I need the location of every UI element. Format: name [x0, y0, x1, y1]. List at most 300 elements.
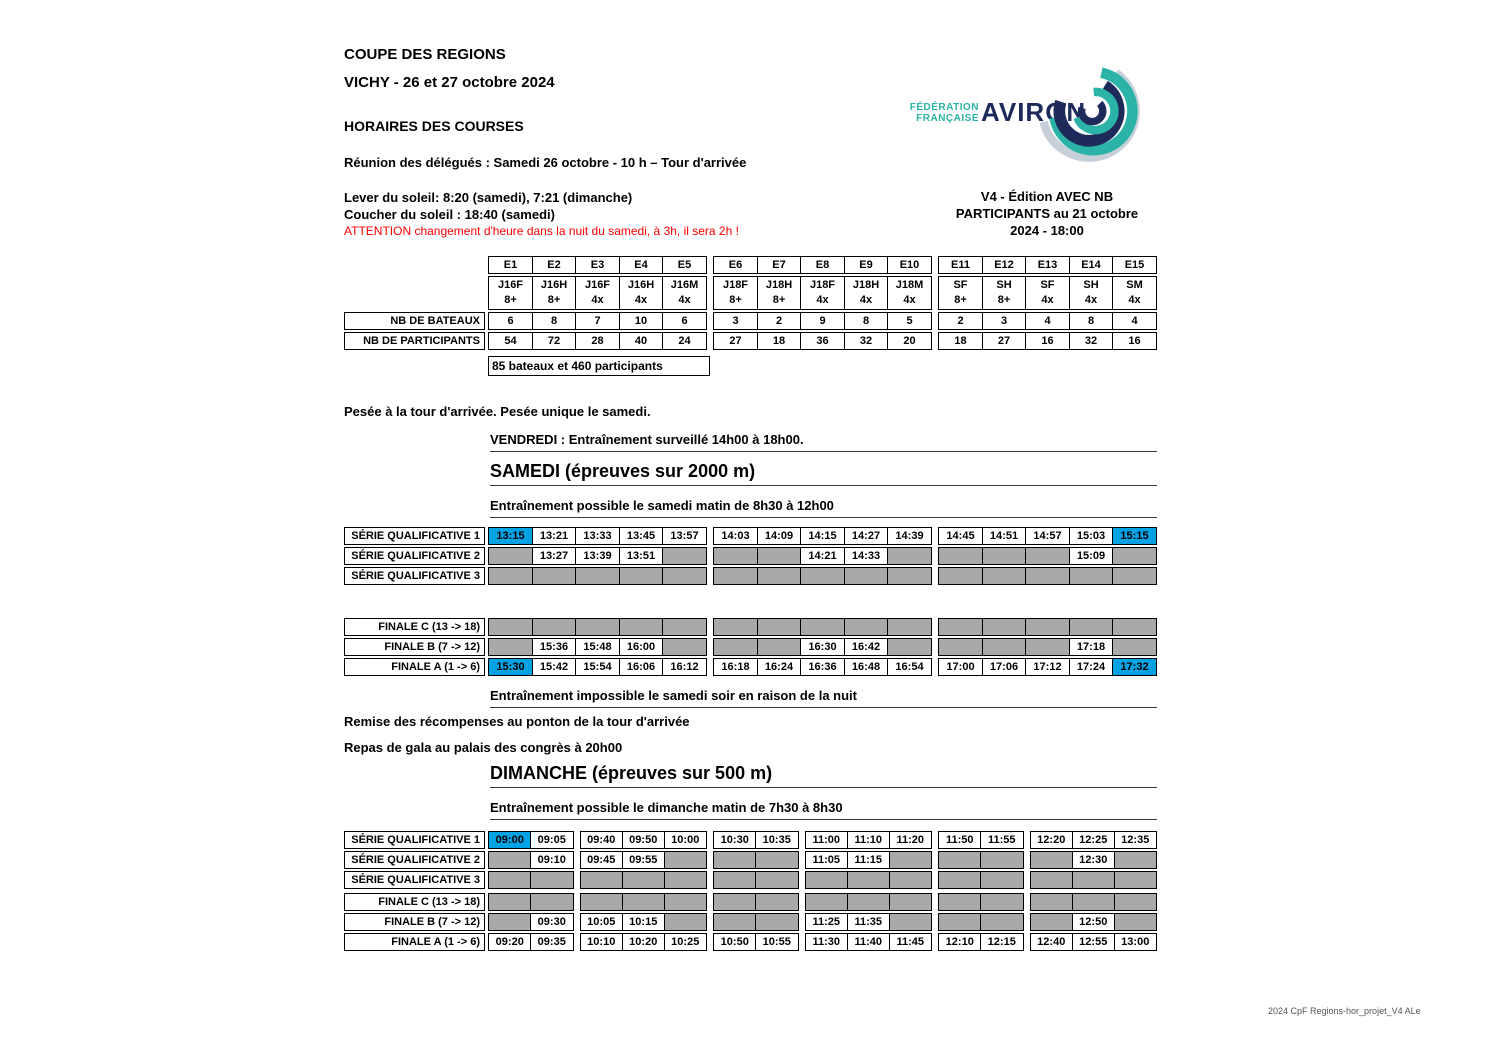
table-row — [344, 567, 1157, 585]
time-cell: 12:20 — [1030, 831, 1074, 849]
event-group — [938, 312, 1157, 330]
time-cell: 13:39 — [575, 547, 620, 565]
category-line: J18H — [852, 279, 880, 291]
empty-cell — [1030, 893, 1074, 911]
empty-cell — [980, 893, 1024, 911]
empty-cell — [889, 913, 933, 931]
empty-cell — [488, 638, 533, 656]
time-cell: 3 — [982, 312, 1027, 330]
time-cell: 10:05 — [580, 913, 624, 931]
time-cell: 13:57 — [662, 527, 707, 545]
time-cell: 32 — [844, 332, 889, 350]
empty-cell — [662, 638, 707, 656]
empty-cell — [575, 567, 620, 585]
time-cell: 8 — [532, 312, 577, 330]
label-spacer — [344, 276, 485, 310]
event-group — [938, 276, 1157, 310]
empty-cell — [938, 638, 983, 656]
category-line: 8+ — [997, 294, 1011, 306]
empty-cell — [982, 567, 1027, 585]
empty-cell — [1114, 871, 1158, 889]
category-line: 8+ — [729, 294, 742, 306]
empty-cell — [662, 547, 707, 565]
category-line: 4x — [634, 294, 648, 306]
category-cell — [575, 276, 620, 310]
event-group — [938, 658, 1157, 676]
table-row — [344, 893, 1157, 911]
event-group — [488, 312, 707, 330]
version-line1: V4 - Édition AVEC NB — [980, 189, 1114, 204]
saturday-finals-table — [344, 618, 1157, 678]
federation-line2: FRANÇAISE — [916, 113, 979, 124]
category-cell — [1025, 276, 1070, 310]
time-cell: 16:00 — [619, 638, 664, 656]
event-group — [938, 871, 1024, 889]
table-row — [344, 913, 1157, 931]
time-cell: 15:36 — [532, 638, 577, 656]
empty-cell — [713, 638, 758, 656]
event-group — [488, 658, 707, 676]
time-cell: 2 — [938, 312, 983, 330]
empty-cell — [664, 851, 708, 869]
empty-cell — [713, 567, 758, 585]
time-cell: 10:35 — [755, 831, 799, 849]
table-row — [344, 638, 1157, 656]
time-cell: 6 — [662, 312, 707, 330]
time-change-warning: ATTENTION changement d'heure dans la nuit du samedi, à 3h, il sera 2h ! — [344, 224, 739, 238]
time-cell: 16 — [1025, 332, 1070, 350]
time-cell: 16:18 — [713, 658, 758, 676]
event-group — [938, 831, 1024, 849]
empty-cell — [1025, 618, 1070, 636]
time-cell: 09:30 — [530, 913, 574, 931]
friday-heading: VENDREDI : Entraînement surveillé 14h00 à 18h00. — [490, 432, 1157, 452]
time-cell: 09:20 — [488, 933, 532, 951]
empty-cell — [488, 893, 532, 911]
time-cell: 11:30 — [805, 933, 849, 951]
empty-cell — [889, 851, 933, 869]
time-cell: 28 — [575, 332, 620, 350]
table-row — [344, 851, 1157, 869]
event-group — [805, 933, 933, 951]
time-cell: 4 — [1025, 312, 1070, 330]
empty-cell — [1069, 618, 1114, 636]
empty-cell — [1030, 913, 1074, 931]
time-cell: E6 — [713, 256, 758, 274]
category-line: J16F — [497, 279, 524, 291]
category-cell — [619, 276, 664, 310]
time-cell: E4 — [619, 256, 664, 274]
event-group — [938, 893, 1024, 911]
empty-cell — [619, 618, 664, 636]
time-cell: 16:12 — [662, 658, 707, 676]
category-line: J18F — [809, 279, 836, 291]
category-line: 8+ — [547, 294, 561, 306]
event-group — [938, 256, 1157, 274]
event-group — [938, 567, 1157, 585]
empty-cell — [805, 871, 849, 889]
time-cell: 17:12 — [1025, 658, 1070, 676]
row-label: FINALE C (13 -> 18) — [344, 618, 485, 636]
time-cell: 20 — [887, 332, 932, 350]
category-line: J18H — [765, 279, 793, 291]
time-cell: 14:09 — [757, 527, 802, 545]
event-group — [713, 332, 932, 350]
empty-cell — [982, 638, 1027, 656]
time-cell: 17:00 — [938, 658, 983, 676]
gala-note: Repas de gala au palais des congrès à 20h00 — [344, 740, 623, 755]
row-label: NB DE PARTICIPANTS — [344, 332, 485, 350]
category-cell — [662, 276, 707, 310]
version-line2: PARTICIPANTS au 21 octobre — [955, 206, 1139, 221]
events-table — [344, 256, 1157, 376]
label-spacer — [344, 256, 485, 274]
time-cell: 12:15 — [980, 933, 1024, 951]
empty-cell — [1114, 913, 1158, 931]
time-cell: 36 — [800, 332, 845, 350]
saturday-qualifying-table — [344, 527, 1157, 587]
event-group — [805, 831, 933, 849]
empty-cell — [938, 547, 983, 565]
empty-cell — [664, 913, 708, 931]
delegates-meeting-note: Réunion des délégués : Samedi 26 octobre - 10 h – Tour d'arrivée — [344, 155, 747, 170]
event-group — [488, 332, 707, 350]
empty-cell — [757, 638, 802, 656]
event-group — [938, 547, 1157, 565]
event-group — [580, 893, 708, 911]
empty-cell — [664, 893, 708, 911]
row-label: FINALE B (7 -> 12) — [344, 638, 485, 656]
time-cell: E5 — [662, 256, 707, 274]
category-cell — [1112, 276, 1157, 310]
category-cell — [982, 276, 1027, 310]
empty-cell — [1072, 893, 1116, 911]
event-group — [938, 618, 1157, 636]
category-cell — [488, 276, 533, 310]
event-group — [713, 871, 799, 889]
empty-cell — [755, 913, 799, 931]
time-cell: 4 — [1112, 312, 1157, 330]
time-cell: 8 — [1069, 312, 1114, 330]
empty-cell — [1114, 851, 1158, 869]
empty-cell — [488, 913, 532, 931]
event-group — [713, 933, 799, 951]
time-cell: 09:35 — [530, 933, 574, 951]
time-cell: 13:33 — [575, 527, 620, 545]
empty-cell — [887, 638, 932, 656]
time-cell: 10:25 — [664, 933, 708, 951]
event-group — [938, 638, 1157, 656]
time-cell: 6 — [488, 312, 533, 330]
event-group — [488, 547, 707, 565]
event-group — [488, 256, 707, 274]
time-cell: 09:55 — [622, 851, 666, 869]
event-group — [713, 312, 932, 330]
empty-cell — [488, 618, 533, 636]
category-line: 4x — [859, 294, 873, 306]
category-line: J18M — [895, 279, 924, 291]
empty-cell — [530, 871, 574, 889]
category-line: SF — [1040, 279, 1055, 291]
event-group — [713, 851, 799, 869]
aviron-wordmark: AVIRON — [981, 97, 1087, 127]
empty-cell — [619, 567, 664, 585]
empty-cell — [488, 871, 532, 889]
time-cell: 14:39 — [887, 527, 932, 545]
time-cell: 16:24 — [757, 658, 802, 676]
sunrise-note: Lever du soleil: 8:20 (samedi), 7:21 (dimanche) — [344, 190, 633, 205]
section-heading: HORAIRES DES COURSES — [344, 118, 524, 134]
event-group — [805, 871, 933, 889]
category-cell — [713, 276, 758, 310]
category-cell — [757, 276, 802, 310]
empty-cell — [800, 567, 845, 585]
event-group — [713, 547, 932, 565]
time-cell: 16:42 — [844, 638, 889, 656]
time-cell: E3 — [575, 256, 620, 274]
version-note — [928, 188, 1166, 239]
federation-line1: FÉDÉRATION — [909, 102, 979, 113]
category-line: J16M — [670, 279, 699, 291]
event-group — [805, 913, 933, 931]
table-row — [344, 276, 1157, 310]
time-cell: 12:10 — [938, 933, 982, 951]
time-cell: E9 — [844, 256, 889, 274]
event-group — [488, 638, 707, 656]
category-line: 8+ — [504, 294, 517, 306]
time-cell: 18 — [938, 332, 983, 350]
footer-filename: 2024 CpF Regions-hor_projet_V4 ALe — [1268, 1006, 1421, 1016]
time-cell: 17:24 — [1069, 658, 1114, 676]
sunday-finals-table — [344, 893, 1157, 953]
time-cell: 09:45 — [580, 851, 624, 869]
event-group — [713, 658, 932, 676]
time-cell: 10:50 — [713, 933, 757, 951]
time-cell: E1 — [488, 256, 533, 274]
empty-cell — [1112, 547, 1157, 565]
category-line: SM — [1126, 279, 1143, 291]
table-row — [344, 527, 1157, 545]
empty-cell — [713, 893, 757, 911]
table-row — [344, 831, 1157, 849]
time-cell: 5 — [887, 312, 932, 330]
empty-cell — [887, 567, 932, 585]
empty-cell — [532, 567, 577, 585]
row-label: SÉRIE QUALIFICATIVE 1 — [344, 527, 485, 545]
time-cell: 16:54 — [887, 658, 932, 676]
empty-cell — [713, 547, 758, 565]
empty-cell — [938, 567, 983, 585]
empty-cell — [580, 893, 624, 911]
row-label: SÉRIE QUALIFICATIVE 3 — [344, 871, 485, 889]
event-group — [488, 567, 707, 585]
highlighted-time-cell: 09:00 — [488, 831, 532, 849]
event-group — [713, 638, 932, 656]
empty-cell — [488, 547, 533, 565]
time-cell: 18 — [757, 332, 802, 350]
event-group — [713, 618, 932, 636]
empty-cell — [755, 893, 799, 911]
time-cell: 2 — [757, 312, 802, 330]
event-group — [938, 913, 1024, 931]
empty-cell — [1072, 871, 1116, 889]
category-line: SF — [953, 279, 968, 291]
category-line: 4x — [816, 294, 829, 306]
empty-cell — [938, 851, 982, 869]
time-cell: 09:05 — [530, 831, 574, 849]
time-cell: 09:40 — [580, 831, 624, 849]
empty-cell — [1114, 893, 1158, 911]
highlighted-time-cell: 17:32 — [1112, 658, 1157, 676]
event-group — [713, 913, 799, 931]
empty-cell — [847, 871, 891, 889]
empty-cell — [938, 618, 983, 636]
event-group — [488, 276, 707, 310]
time-cell: 11:05 — [805, 851, 849, 869]
category-line: SH — [996, 279, 1012, 291]
time-cell: 15:54 — [575, 658, 620, 676]
event-group — [805, 893, 933, 911]
row-label: FINALE C (13 -> 18) — [344, 893, 485, 911]
row-label: SÉRIE QUALIFICATIVE 2 — [344, 547, 485, 565]
federation-wordmark — [903, 102, 979, 124]
time-cell: 14:03 — [713, 527, 758, 545]
category-cell — [887, 276, 932, 310]
event-group — [1030, 893, 1158, 911]
empty-cell — [1030, 851, 1074, 869]
highlighted-time-cell: 15:30 — [488, 658, 533, 676]
night-training-note: Entraînement impossible le samedi soir en raison de la nuit — [490, 688, 1157, 708]
time-cell: 11:40 — [847, 933, 891, 951]
time-cell: 11:55 — [980, 831, 1024, 849]
empty-cell — [757, 547, 802, 565]
time-cell: 11:20 — [889, 831, 933, 849]
event-group — [1030, 851, 1158, 869]
empty-cell — [800, 618, 845, 636]
empty-cell — [982, 618, 1027, 636]
time-cell: 10:00 — [664, 831, 708, 849]
empty-cell — [887, 547, 932, 565]
empty-cell — [1112, 638, 1157, 656]
time-cell: 17:06 — [982, 658, 1027, 676]
category-line: J16H — [627, 279, 655, 291]
empty-cell — [805, 893, 849, 911]
time-cell: E10 — [887, 256, 932, 274]
time-cell: 11:15 — [847, 851, 891, 869]
time-cell: 17:18 — [1069, 638, 1114, 656]
time-cell: 10:15 — [622, 913, 666, 931]
time-cell: 13:27 — [532, 547, 577, 565]
empty-cell — [713, 618, 758, 636]
table-row — [344, 547, 1157, 565]
table-row — [344, 871, 1157, 889]
empty-cell — [622, 871, 666, 889]
time-cell: 12:25 — [1072, 831, 1116, 849]
row-label: FINALE A (1 -> 6) — [344, 933, 485, 951]
event-group — [488, 893, 574, 911]
time-cell: 11:50 — [938, 831, 982, 849]
empty-cell — [1112, 618, 1157, 636]
empty-cell — [662, 618, 707, 636]
time-cell: 27 — [982, 332, 1027, 350]
row-label: SÉRIE QUALIFICATIVE 2 — [344, 851, 485, 869]
event-group — [713, 276, 932, 310]
time-cell: 13:45 — [619, 527, 664, 545]
time-cell: 27 — [713, 332, 758, 350]
event-group — [488, 913, 574, 931]
time-cell: E14 — [1069, 256, 1114, 274]
time-cell: E11 — [938, 256, 983, 274]
category-line: 4x — [1128, 294, 1141, 306]
time-cell: 12:55 — [1072, 933, 1116, 951]
time-cell: 10:55 — [755, 933, 799, 951]
time-cell: 9 — [800, 312, 845, 330]
time-cell: 11:45 — [889, 933, 933, 951]
event-group — [488, 933, 574, 951]
time-cell: 14:51 — [982, 527, 1027, 545]
time-cell: 10:20 — [622, 933, 666, 951]
time-cell: 16:30 — [800, 638, 845, 656]
category-cell — [1069, 276, 1114, 310]
time-cell: 40 — [619, 332, 664, 350]
empty-cell — [1030, 871, 1074, 889]
highlighted-time-cell: 15:15 — [1112, 527, 1157, 545]
event-group — [713, 567, 932, 585]
summary-box: 85 bateaux et 460 participants — [488, 356, 710, 376]
event-group — [488, 851, 574, 869]
event-group — [713, 256, 932, 274]
category-line: J18F — [722, 279, 749, 291]
category-line: 4x — [591, 294, 604, 306]
time-cell: 14:57 — [1025, 527, 1070, 545]
event-group — [713, 527, 932, 545]
event-group — [488, 871, 574, 889]
time-cell: 12:40 — [1030, 933, 1074, 951]
category-line: J16F — [584, 279, 611, 291]
event-group — [1030, 871, 1158, 889]
sunday-qualifying-table — [344, 831, 1157, 891]
time-cell: 13:51 — [619, 547, 664, 565]
time-cell: 11:00 — [805, 831, 849, 849]
empty-cell — [622, 893, 666, 911]
category-line: 4x — [903, 294, 916, 306]
time-cell: 11:35 — [847, 913, 891, 931]
event-group — [488, 527, 707, 545]
category-line: J16H — [540, 279, 568, 291]
time-cell: 12:30 — [1072, 851, 1116, 869]
empty-cell — [889, 871, 933, 889]
highlighted-time-cell: 13:15 — [488, 527, 533, 545]
empty-cell — [938, 913, 982, 931]
event-group — [713, 893, 799, 911]
time-cell: 15:09 — [1069, 547, 1114, 565]
empty-cell — [662, 567, 707, 585]
event-group — [938, 527, 1157, 545]
empty-cell — [530, 893, 574, 911]
saturday-training-note: Entraînement possible le samedi matin de 8h30 à 12h00 — [490, 498, 1157, 518]
category-line: 4x — [1041, 294, 1054, 306]
empty-cell — [713, 913, 757, 931]
category-cell — [532, 276, 577, 310]
time-cell: 16:36 — [800, 658, 845, 676]
time-cell: 3 — [713, 312, 758, 330]
time-cell: 14:27 — [844, 527, 889, 545]
time-cell: E8 — [800, 256, 845, 274]
category-line: SH — [1083, 279, 1099, 291]
table-row — [344, 332, 1157, 350]
sunday-heading: DIMANCHE (épreuves sur 500 m) — [490, 763, 1157, 788]
time-cell: 16 — [1112, 332, 1157, 350]
